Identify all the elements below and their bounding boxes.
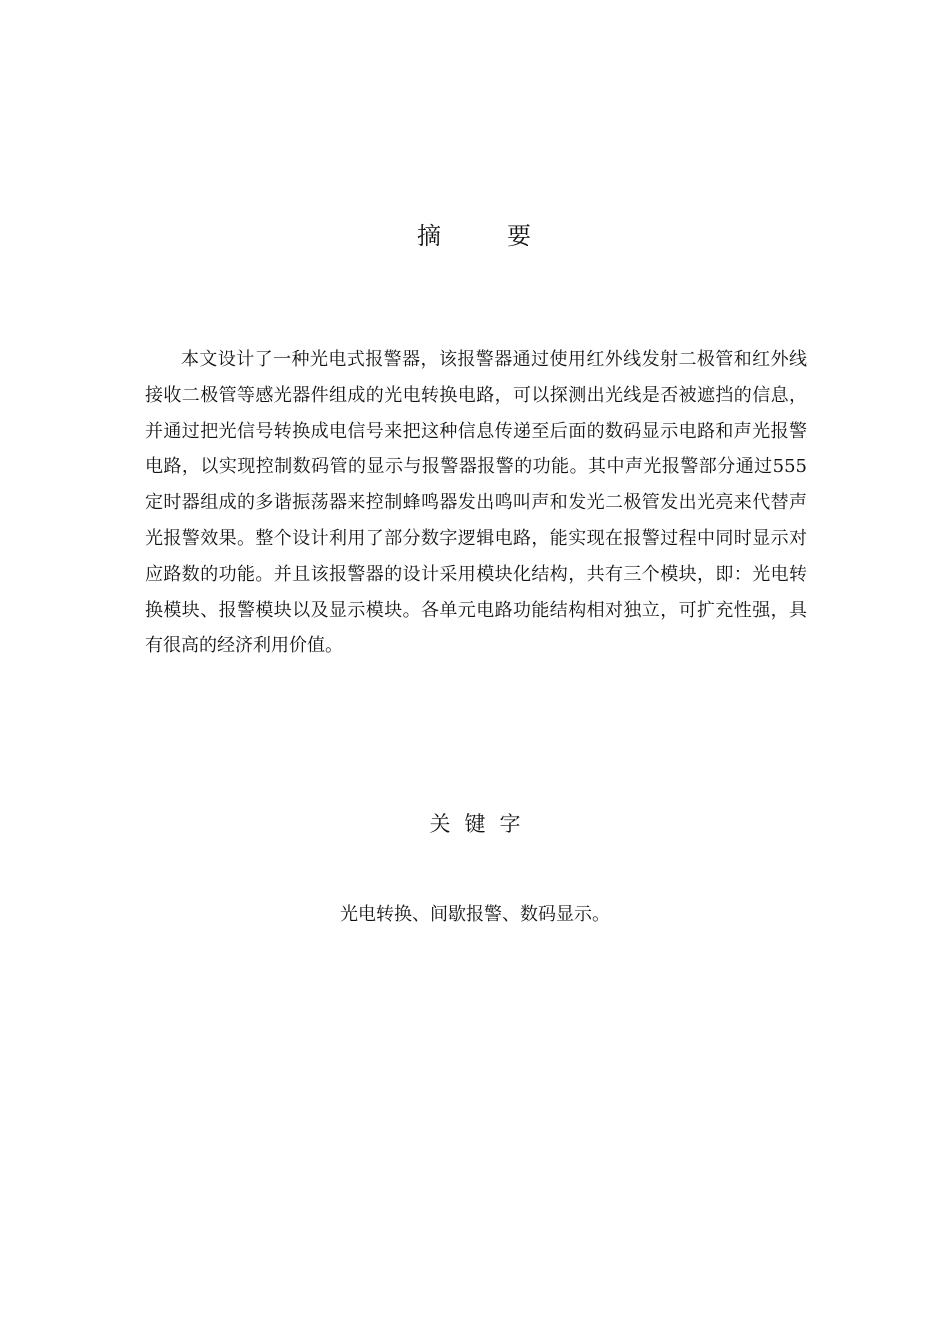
keywords-heading-char: 字 xyxy=(499,812,521,836)
keywords-heading-char: 关 xyxy=(429,812,451,836)
abstract-heading-char: 摘 xyxy=(417,222,443,250)
abstract-heading-char: 要 xyxy=(507,222,533,250)
keywords-heading xyxy=(0,808,950,838)
keywords-list: 光电转换、间歇报警、数码显示。 xyxy=(340,904,610,925)
abstract-body: 本文设计了一种光电式报警器，该报警器通过使用红外线发射二极管和红外线接收二极管等感光器件组成的光电转换电路，可以探测出光线是否被遮挡的信息，并通过把光信号转换成电信号来把这种信息传递至后面的数码显示电路和声光报警电路，以实现控制数码管的显示与报警器报警的功能。其中声光报警部分通过555定时器组成的多谐振荡器来控制蜂鸣器发出鸣叫声和发光二极管发出光亮来代替声光报警效果。整个设计利用了部分数字逻辑电路，能实现在报警过程中同时显示对应路数的功能。并且该报警器的设计采用模块化结构，共有三个模块，即：光电转换模块、报警模块以及显示模块。各单元电路功能结构相对独立，可扩充性强，具有很高的经济利用价值。 xyxy=(145,349,807,657)
keywords-heading-char: 键 xyxy=(464,812,486,836)
abstract-heading xyxy=(0,216,950,251)
